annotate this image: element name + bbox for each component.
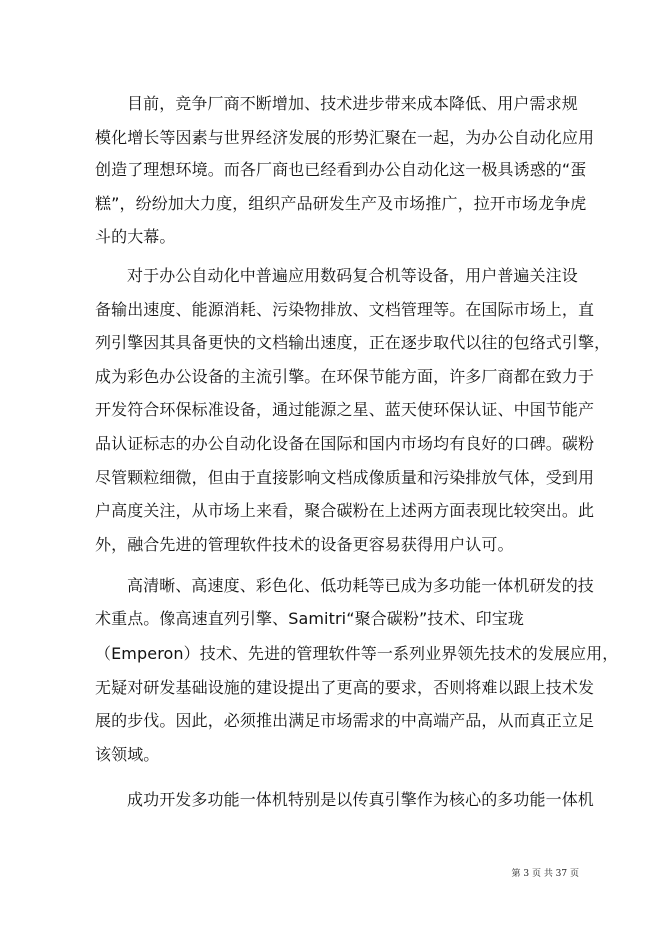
paragraph-3-line-3: （Emperon）技术、先进的管理软件等一系列业界领先技术的发展应用，	[95, 644, 619, 663]
paragraph-1-line-4: 糕”，纷纷加大力度，组织产品研发生产及市场推广，拉开市场龙争虎	[95, 194, 587, 213]
paragraph-3-line-6: 该领域。	[95, 745, 160, 764]
paragraph-1-line-5: 斗的大幕。	[95, 227, 176, 246]
paragraph-2-line-1: 对于办公自动化中普遍应用数码复合机等设备，用户普遍关注设	[127, 266, 578, 285]
paragraph-2-line-8: 户高度关注，从市场上来看，聚合碳粉在上述两方面表现比较突出。此	[95, 501, 595, 520]
paragraph-3-line-2: 术重点。像高速直列引擎、Samitri“聚合碳粉”技术、印宝珑	[95, 609, 524, 628]
paragraph-1-line-1: 目前，竞争厂商不断增加、技术进步带来成本降低、用户需求规	[127, 94, 578, 113]
paragraph-2-line-7: 尽管颗粒细微，但由于直接影响文档成像质量和污染排放气体，受到用	[95, 468, 595, 487]
paragraph-1-line-2: 模化增长等因素与世界经济发展的形势汇聚在一起，为办公自动化应用	[95, 128, 595, 147]
paragraph-2-line-5: 开发符合环保标准设备，通过能源之星、蓝天使环保认证、中国节能产	[95, 400, 595, 419]
paragraph-3-line-4: 无疑对研发基础设施的建设提出了更高的要求，否则将难以跟上技术发	[95, 678, 595, 697]
paragraph-2-line-6: 品认证标志的办公自动化设备在国际和国内市场均有良好的口碑。碳粉	[95, 434, 595, 453]
paragraph-2-line-4: 成为彩色办公设备的主流引擎。在环保节能方面，许多厂商都在致力于	[95, 367, 595, 386]
paragraph-3-line-1: 高清晰、高速度、彩色化、低功耗等已成为多功能一体机研发的技	[127, 576, 594, 595]
paragraph-2-line-2: 备输出速度、能源消耗、污染物排放、文档管理等。在国际市场上，直	[95, 300, 595, 319]
page-number-footer: 第 3 页 共 37 页	[511, 869, 579, 879]
paragraph-1-line-3: 创造了理想环境。而各厂商也已经看到办公自动化这一极具诱惑的“蛋	[95, 160, 587, 179]
paragraph-4-line-1: 成功开发多功能一体机特别是以传真引擎作为核心的多功能一体机	[127, 790, 594, 809]
paragraph-3-line-5: 展的步伐。因此，必须推出满足市场需求的中高端产品，从而真正立足	[95, 711, 595, 730]
paragraph-2-line-9: 外，融合先进的管理软件技术的设备更容易获得用户认可。	[95, 535, 514, 554]
paragraph-2-line-3: 列引擎因其具备更快的文档输出速度，正在逐步取代以往的包络式引擎，	[95, 333, 611, 352]
